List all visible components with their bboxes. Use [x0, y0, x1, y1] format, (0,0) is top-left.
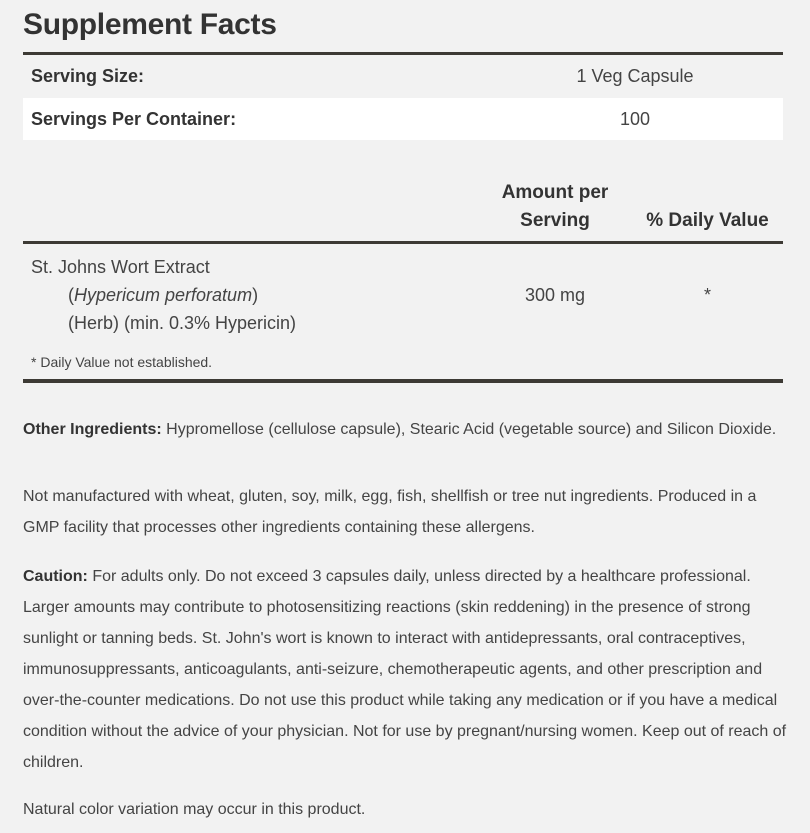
caution-label: Caution:: [23, 568, 88, 585]
serving-size-row: [23, 55, 783, 97]
ingredient-latin: (Hypericum perforatum): [68, 285, 259, 305]
amount-per-serving-header: [490, 179, 620, 235]
ingredient-latin-name: Hypericum perforatum: [74, 285, 253, 305]
divider: [23, 379, 783, 383]
servings-per-container-label: Servings Per Container:: [31, 109, 237, 129]
caution-text: For adults only. Do not exceed 3 capsules daily, unless directed by a healthcare professional. Larger amounts may contribute to photosensitizing reactions (skin reddening) in the presence of strong sunlight or tanning beds. St. John's wort is known to interact with antidepressants, oral contraceptives, immunosuppressants, anticoagulants, anti-seizure, chemotherapeutic agents, and other prescription and over-the-counter medications. Do not use this product while taking any medication or if you have a medical condition without the advice of your physician. Not for use by pregnant/nursing women. Keep out of reach of children.: [23, 568, 787, 771]
amount-header-line1: Amount per: [501, 182, 609, 203]
color-note: Natural color variation may occur in this product.: [23, 801, 366, 818]
servings-per-container-value: 100: [619, 109, 651, 129]
servings-per-container-row: [23, 98, 783, 140]
caution-statement: [23, 561, 793, 778]
footnote: * Daily Value not established.: [31, 354, 213, 370]
divider: [23, 241, 783, 244]
amount-header-line2: Serving: [520, 210, 590, 231]
allergen-statement: Not manufactured with wheat, gluten, soy, milk, egg, fish, shellfish or tree nut ingredients. Produced in a GMP facility that processes other ingredients containing these allergens.: [23, 488, 757, 536]
serving-size-label: Serving Size:: [31, 66, 145, 86]
ingredient-amount: 300 mg: [524, 285, 586, 305]
page-title: Supplement Facts: [23, 8, 277, 41]
serving-size-value: 1 Veg Capsule: [576, 66, 694, 86]
other-ingredients: [23, 414, 793, 445]
other-ingredients-label: Other Ingredients:: [23, 421, 162, 438]
other-ingredients-text: Hypromellose (cellulose capsule), Stearic Acid (vegetable source) and Silicon Dioxide.: [161, 421, 777, 438]
ingredient-detail: (Herb) (min. 0.3% Hypericin): [68, 313, 297, 333]
ingredient-daily-value: *: [703, 285, 711, 305]
ingredient-name: St. Johns Wort Extract: [31, 257, 210, 277]
daily-value-header: % Daily Value: [646, 210, 769, 231]
